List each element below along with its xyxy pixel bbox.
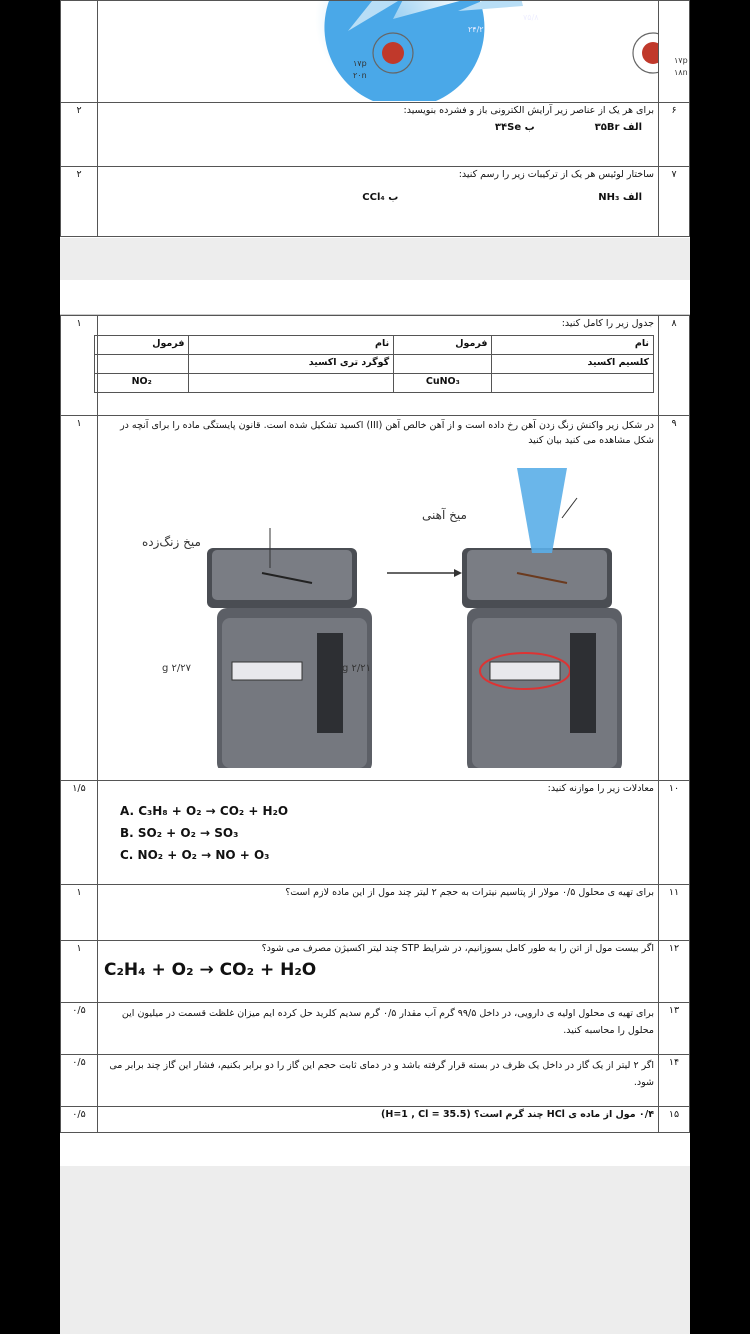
- q12-score: ۱: [61, 941, 98, 1003]
- q6-item-a: الف‌ ۳۵Br: [594, 122, 642, 133]
- q7-item-a: الف‌ NH₃: [598, 192, 642, 203]
- pie-label-small: ۲۴/۲: [468, 25, 484, 34]
- page-gap-top: [60, 238, 690, 280]
- q8-cell-sulfur-trioxide: گوگرد تری اکسید: [189, 355, 394, 374]
- q7-body: [98, 167, 659, 237]
- q9-score: ۱: [61, 416, 98, 781]
- q9-text: در شکل زیر واکنش زنگ زدن آهن رخ داده است و از آهن خالص آهن (III) اکسید تشکیل شده است. قانون پایستگی ماده را برای آنچه در شکل مشاهده می کنید بیان کنید: [120, 420, 654, 446]
- q8-cell-blank-2[interactable]: [95, 355, 189, 374]
- page-gap-bottom: [60, 1166, 690, 1334]
- q15-number: ۱۵: [659, 1107, 690, 1133]
- q9-number: ۹: [659, 416, 690, 781]
- q11-score: ۱: [61, 885, 98, 941]
- q10-equation-b: B. SO₂ + O₂ → SO₃: [120, 826, 239, 840]
- q6-body: [98, 103, 659, 167]
- q8-header-name-2: نام: [189, 336, 394, 355]
- q10-text: معادلات زیر را موازنه کنید:: [547, 783, 654, 794]
- q8-header-formula-2: فرمول: [95, 336, 189, 355]
- q6-score: ۲: [61, 103, 98, 167]
- q12-equation: C₂H₄ + O₂ → CO₂ + H₂O: [104, 960, 317, 980]
- q8-cell-cuno3: CuNO₃: [394, 374, 492, 393]
- q8-table: [94, 335, 654, 393]
- q13-score: ۰/۵: [61, 1003, 98, 1055]
- q8-cell-blank-3[interactable]: [492, 374, 654, 393]
- q13-number: ۱۳: [659, 1003, 690, 1055]
- questions-table-1: [60, 0, 690, 237]
- isotope-left-p: ۱۷p: [353, 59, 367, 68]
- q14-number: ۱۴: [659, 1055, 690, 1107]
- q8-cell-blank-4[interactable]: [189, 374, 394, 393]
- q7-item-b: ب‌ CCl₄: [362, 192, 399, 203]
- q8-header-formula-1: فرمول: [394, 336, 492, 355]
- q14-text: اگر ۲ لیتر از یک گاز در داخل یک ظرف در بسته قرار گرفته باشد و در دمای ثابت حجم این گاز را دو برابر بکنیم، فشار این گاز چند برابر می شود.: [98, 1055, 659, 1107]
- exam-sheet-page-1: [60, 0, 690, 238]
- q11-number: ۱۱: [659, 885, 690, 941]
- q12-number: ۱۲: [659, 941, 690, 1003]
- label-rusted-nail: میخ زنگ‌زده: [142, 535, 201, 549]
- q12-text: اگر بیست مول از اتن را به طور کامل بسوزانیم، در شرایط STP چند لیتر اکسیژن مصرف می شود؟: [261, 943, 654, 954]
- q8-header-name-1: نام: [492, 336, 654, 355]
- questions-table-2: [60, 315, 690, 1133]
- q6-number: ۶: [659, 103, 690, 167]
- q8-body: [98, 316, 659, 416]
- q10-number: ۱۰: [659, 781, 690, 885]
- q8-text: جدول زیر را کامل کنید:: [561, 318, 654, 329]
- q12-body: [98, 941, 659, 1003]
- q10-body: [98, 781, 659, 885]
- isotope-right-p: ۱۷p: [674, 56, 688, 65]
- q15-text: ۰/۴ مول از ماده ی HCl چند گرم است؟ (H=1 , Cl = 35.5): [98, 1107, 659, 1133]
- q10-score: ۱/۵: [61, 781, 98, 885]
- isotope-left-n: ۲۰n: [353, 71, 367, 80]
- q11-text: برای تهیه ی محلول ۰/۵ مولار از پتاسیم نیترات به حجم ۲ لیتر چند مول از این ماده لازم است؟: [98, 885, 659, 941]
- q6-item-b: ب‌ ۳۴Se: [494, 122, 535, 133]
- q7-number: ۷: [659, 167, 690, 237]
- q9-body: [98, 416, 659, 781]
- q7-score: ۲: [61, 167, 98, 237]
- q8-cell-calcium-oxide: کلسیم اکسید: [492, 355, 654, 374]
- isotope-figure: [98, 1, 658, 101]
- isotope-right-n: ۱۸n: [674, 68, 688, 77]
- q10-equation-a: A. C₃H₈ + O₂ → CO₂ + H₂O: [120, 804, 289, 818]
- scales-figure: [102, 448, 654, 778]
- q8-number: ۸: [659, 316, 690, 416]
- sheet-top-margin: [60, 280, 690, 315]
- scale-right-display: ۲/۲۷ g: [162, 663, 192, 674]
- q8-cell-blank-1[interactable]: [394, 355, 492, 374]
- q10-equation-c: C. NO₂ + O₂ → NO + O₃: [120, 848, 270, 862]
- label-iron-nail: میخ آهنی: [422, 508, 467, 522]
- pie-label-large: ۷۵/۸: [523, 13, 539, 22]
- q6-text: برای هر یک از عناصر زیر آرایش الکترونی باز و فشرده بنویسید:: [403, 105, 654, 116]
- q8-cell-no2: NO₂: [95, 374, 189, 393]
- exam-sheet-page-2: [60, 280, 690, 1166]
- q14-score: ۰/۵: [61, 1055, 98, 1107]
- figure-cell: [98, 1, 688, 103]
- q13-text: برای تهیه ی محلول اولیه ی دارویی، در داخل ۹۹/۵ گرم آب مقدار ۰/۵ گرم سدیم کلرید حل کرده ایم میزان غلظت قسمت در میلیون این محلول را محاسبه کنید.: [98, 1003, 659, 1055]
- q15-score: ۰/۵: [61, 1107, 98, 1133]
- scale-left-display: ۲/۲۱ g: [342, 663, 372, 674]
- q8-score: ۱: [61, 316, 98, 416]
- q7-text: ساختار لوئیس هر یک از ترکیبات زیر را رسم کنید:: [458, 169, 654, 180]
- scales-illustration: [122, 448, 682, 768]
